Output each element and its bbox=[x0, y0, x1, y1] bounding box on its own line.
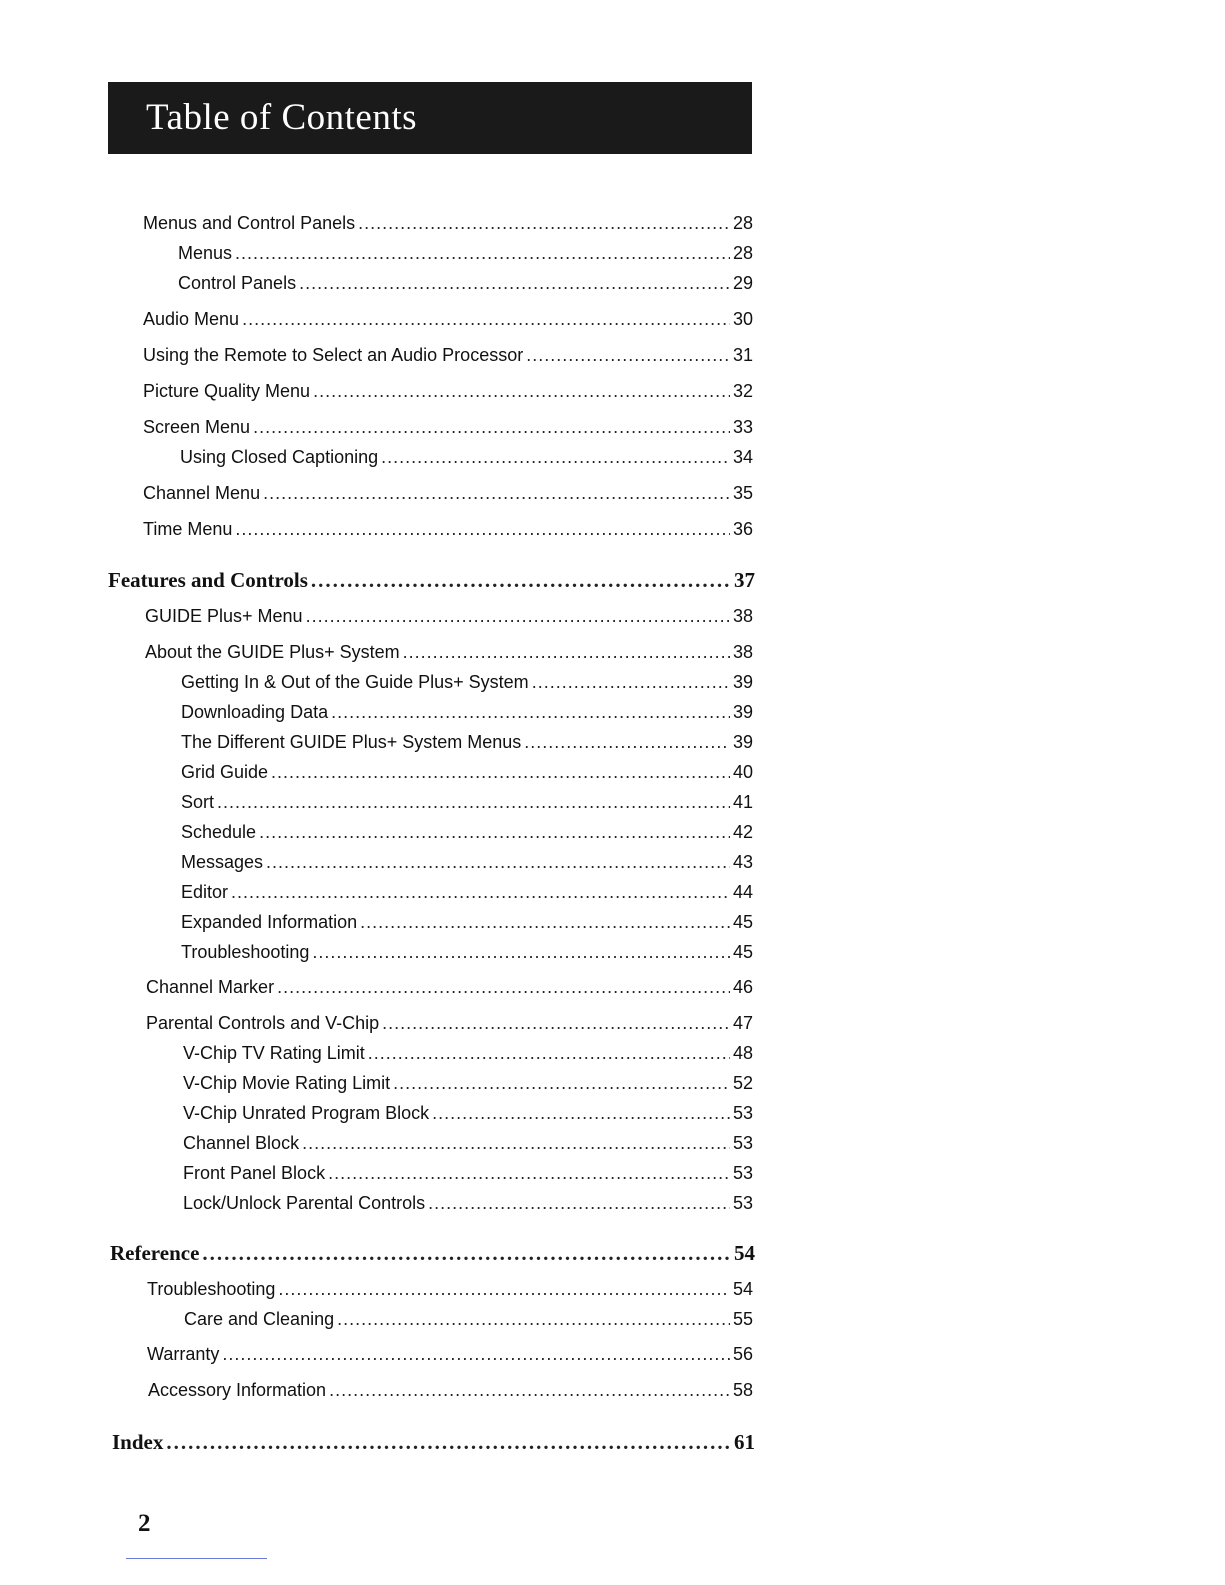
toc-entry-label: V-Chip Movie Rating Limit bbox=[183, 1073, 391, 1093]
toc-entry bbox=[183, 1132, 753, 1154]
toc-entry-page: 44 bbox=[732, 882, 753, 902]
toc-entry-label: V-Chip Unrated Program Block bbox=[183, 1103, 430, 1123]
toc-entry-label: Lock/Unlock Parental Controls bbox=[183, 1193, 426, 1213]
toc-entry-label: Expanded Information bbox=[181, 912, 358, 932]
toc-entry-label: Audio Menu bbox=[143, 309, 240, 329]
toc-entry-page: 35 bbox=[732, 483, 753, 503]
dot-leader bbox=[428, 1192, 730, 1214]
toc-entry-label: Editor bbox=[181, 882, 229, 902]
toc-entry-page: 33 bbox=[732, 417, 753, 437]
toc-entry-label: Getting In & Out of the Guide Plus+ System bbox=[181, 672, 529, 692]
dot-leader bbox=[403, 641, 730, 663]
toc-entry bbox=[181, 941, 753, 963]
toc-entry-page: 43 bbox=[732, 852, 753, 872]
toc-entry-label: Using Closed Captioning bbox=[180, 447, 379, 467]
toc-entry-label: Care and Cleaning bbox=[184, 1309, 335, 1329]
toc-entry-page: 30 bbox=[732, 309, 753, 329]
dot-leader bbox=[166, 1430, 731, 1454]
toc-entry bbox=[178, 242, 753, 264]
toc-entry-label: Using the Remote to Select an Audio Processor bbox=[143, 345, 524, 365]
toc-entry-page: 45 bbox=[732, 912, 753, 932]
dot-leader bbox=[360, 911, 730, 933]
toc-entry-label: Schedule bbox=[181, 822, 257, 842]
dot-leader bbox=[278, 1278, 730, 1300]
toc-entry-page: 52 bbox=[732, 1073, 753, 1093]
toc-entry-label: Parental Controls and V-Chip bbox=[146, 1013, 380, 1033]
dot-leader bbox=[277, 976, 730, 998]
toc-entry-page: 53 bbox=[732, 1133, 753, 1153]
toc-entry-label: Grid Guide bbox=[181, 762, 269, 782]
dot-leader bbox=[432, 1102, 730, 1124]
toc-entry-label: Screen Menu bbox=[143, 417, 251, 437]
toc-entry-label: Reference bbox=[110, 1241, 200, 1265]
toc-entry bbox=[145, 641, 753, 663]
toc-entry-label: Troubleshooting bbox=[147, 1279, 276, 1299]
toc-entry bbox=[147, 1343, 753, 1365]
toc-entry-page: 39 bbox=[732, 732, 753, 752]
toc-entry bbox=[181, 821, 753, 843]
toc-entry-page: 45 bbox=[732, 942, 753, 962]
toc-entry-page: 47 bbox=[732, 1013, 753, 1033]
page-title: Table of Contents bbox=[146, 97, 418, 138]
toc-entry bbox=[181, 701, 753, 723]
dot-leader bbox=[253, 416, 730, 438]
toc-entry-label: Menus and Control Panels bbox=[143, 213, 356, 233]
toc-entry bbox=[184, 1308, 753, 1330]
toc-entry-label: GUIDE Plus+ Menu bbox=[145, 606, 303, 626]
toc-entry bbox=[183, 1102, 753, 1124]
toc-entry bbox=[183, 1162, 753, 1184]
toc-entry-label: Channel Block bbox=[183, 1133, 300, 1153]
toc-entry-page: 53 bbox=[732, 1193, 753, 1213]
toc-entry-page: 41 bbox=[732, 792, 753, 812]
dot-leader bbox=[313, 380, 730, 402]
toc-entry-page: 38 bbox=[732, 606, 753, 626]
dot-leader bbox=[271, 761, 730, 783]
toc-entry-label: Warranty bbox=[147, 1344, 220, 1364]
toc-entry bbox=[181, 791, 753, 813]
dot-leader bbox=[382, 1012, 730, 1034]
dot-leader bbox=[524, 731, 730, 753]
toc-entry bbox=[146, 976, 753, 998]
toc-entry-page: 28 bbox=[732, 213, 753, 233]
dot-leader bbox=[337, 1308, 730, 1330]
toc-entry-page: 54 bbox=[734, 1241, 755, 1265]
toc-entry-page: 55 bbox=[732, 1309, 753, 1329]
toc-entry bbox=[183, 1042, 753, 1064]
toc-entry bbox=[181, 671, 753, 693]
toc-entry-page: 54 bbox=[732, 1279, 753, 1299]
dot-leader bbox=[532, 671, 730, 693]
toc-entry-label: Menus bbox=[178, 243, 233, 263]
toc-entry bbox=[143, 482, 753, 504]
dot-leader bbox=[328, 1162, 730, 1184]
dot-leader bbox=[368, 1042, 730, 1064]
dot-leader bbox=[306, 605, 730, 627]
toc-entry-page: 39 bbox=[732, 702, 753, 722]
toc-entry bbox=[147, 1278, 753, 1300]
dot-leader bbox=[217, 791, 730, 813]
toc-entry bbox=[181, 731, 753, 753]
toc-entry-page: 29 bbox=[732, 273, 753, 293]
toc-entry-label: Sort bbox=[181, 792, 215, 812]
dot-leader bbox=[235, 242, 730, 264]
dot-leader bbox=[311, 568, 731, 592]
dot-leader bbox=[299, 272, 730, 294]
toc-section bbox=[112, 1430, 755, 1454]
toc-entry bbox=[145, 605, 753, 627]
toc-entry-label: Features and Controls bbox=[108, 568, 308, 592]
toc-entry bbox=[181, 911, 753, 933]
dot-leader bbox=[381, 446, 730, 468]
dot-leader bbox=[526, 344, 730, 366]
toc-section bbox=[110, 1241, 755, 1265]
toc-entry-label: About the GUIDE Plus+ System bbox=[145, 642, 400, 662]
toc-entry bbox=[143, 416, 753, 438]
toc-entry-page: 42 bbox=[732, 822, 753, 842]
toc-entry-label: Control Panels bbox=[178, 273, 297, 293]
toc-entry-label: Index bbox=[112, 1430, 164, 1454]
toc-entry bbox=[143, 212, 753, 234]
toc-entry bbox=[180, 446, 753, 468]
dot-leader bbox=[266, 851, 730, 873]
toc-entry bbox=[143, 518, 753, 540]
dot-leader bbox=[235, 518, 730, 540]
toc-entry-label: The Different GUIDE Plus+ System Menus bbox=[181, 732, 522, 752]
toc-entry-page: 34 bbox=[732, 447, 753, 467]
toc-entry bbox=[181, 761, 753, 783]
bottom-rule bbox=[126, 1558, 267, 1559]
toc-entry-page: 53 bbox=[732, 1103, 753, 1123]
dot-leader bbox=[331, 701, 730, 723]
toc-entry-page: 36 bbox=[732, 519, 753, 539]
toc-entry-page: 56 bbox=[732, 1344, 753, 1364]
toc-entry-label: Channel Menu bbox=[143, 483, 261, 503]
toc-entry bbox=[143, 344, 753, 366]
toc-entry-page: 61 bbox=[734, 1430, 755, 1454]
toc-entry-page: 40 bbox=[732, 762, 753, 782]
dot-leader bbox=[202, 1241, 731, 1265]
dot-leader bbox=[312, 941, 730, 963]
toc-entry bbox=[183, 1072, 753, 1094]
toc-entry bbox=[181, 881, 753, 903]
page-number: 2 bbox=[138, 1510, 151, 1537]
toc-entry-label: Front Panel Block bbox=[183, 1163, 326, 1183]
toc-entry bbox=[146, 1012, 753, 1034]
toc-entry-label: Picture Quality Menu bbox=[143, 381, 311, 401]
toc-entry-label: V-Chip TV Rating Limit bbox=[183, 1043, 365, 1063]
dot-leader bbox=[329, 1379, 730, 1401]
toc-entry-label: Time Menu bbox=[143, 519, 233, 539]
dot-leader bbox=[302, 1132, 730, 1154]
toc-entry-page: 53 bbox=[732, 1163, 753, 1183]
dot-leader bbox=[259, 821, 730, 843]
dot-leader bbox=[393, 1072, 730, 1094]
toc-entry bbox=[143, 308, 753, 330]
dot-leader bbox=[242, 308, 730, 330]
toc-entry-page: 32 bbox=[732, 381, 753, 401]
dot-leader bbox=[231, 881, 730, 903]
toc-entry-label: Downloading Data bbox=[181, 702, 329, 722]
toc-entry-page: 58 bbox=[732, 1380, 753, 1400]
toc-entry-label: Accessory Information bbox=[148, 1380, 327, 1400]
toc-entry-page: 39 bbox=[732, 672, 753, 692]
toc-entry-page: 37 bbox=[734, 568, 755, 592]
toc-entry-label: Channel Marker bbox=[146, 977, 275, 997]
dot-leader bbox=[358, 212, 730, 234]
toc-entry bbox=[178, 272, 753, 294]
toc-entry-page: 28 bbox=[732, 243, 753, 263]
toc-entry bbox=[183, 1192, 753, 1214]
toc-entry-page: 48 bbox=[732, 1043, 753, 1063]
toc-section bbox=[108, 568, 755, 592]
dot-leader bbox=[263, 482, 730, 504]
dot-leader bbox=[222, 1343, 730, 1365]
toc-entry-label: Messages bbox=[181, 852, 264, 872]
toc-entry-page: 31 bbox=[732, 345, 753, 365]
toc-entry-label: Troubleshooting bbox=[181, 942, 310, 962]
toc-entry bbox=[143, 380, 753, 402]
toc-entry-page: 46 bbox=[732, 977, 753, 997]
toc-entry bbox=[181, 851, 753, 873]
toc-entry bbox=[148, 1379, 753, 1401]
toc-entry-page: 38 bbox=[732, 642, 753, 662]
